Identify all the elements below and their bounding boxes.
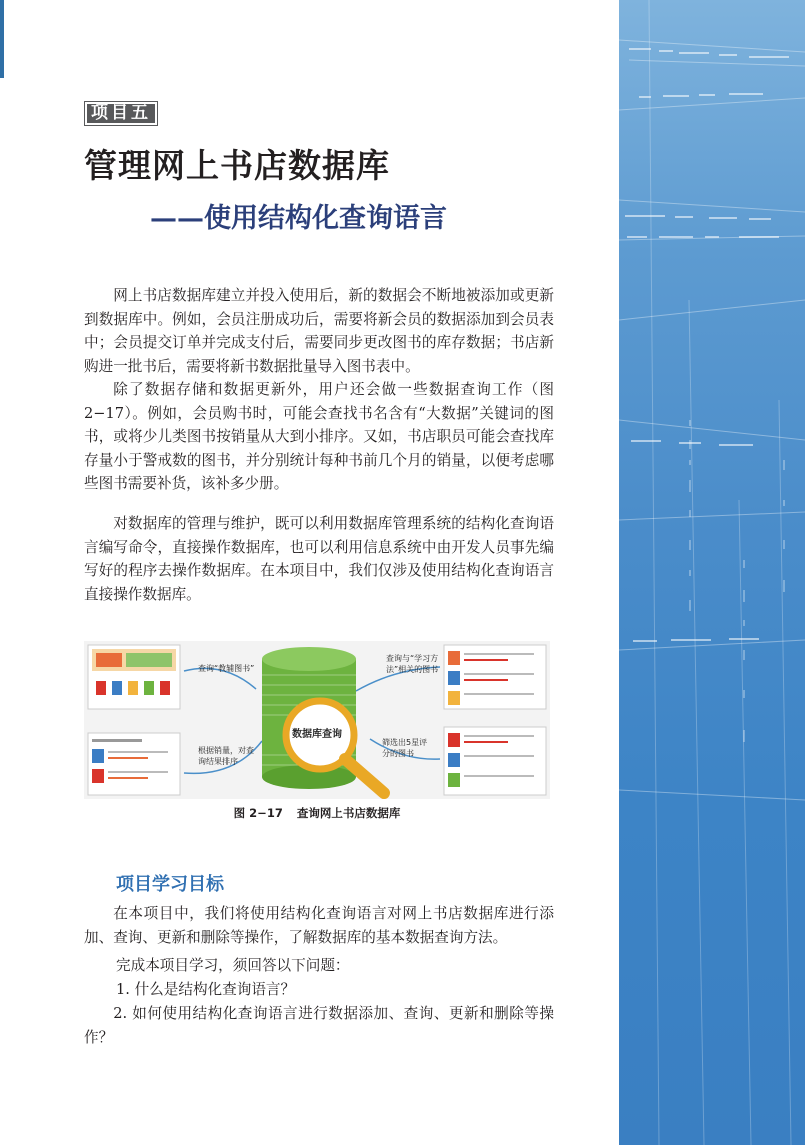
figure-caption-number: 图 2−17 [233,806,283,820]
figure-center-label: 数据库查询 [292,729,342,740]
page-title: 管理网上书店数据库 [84,146,390,185]
callout-study-method-books: 查询与“学习方法”相关的图书 [386,654,439,674]
project-badge: 项目五 [84,101,158,126]
screenshot-thumbnail-bottom-right [444,727,546,795]
questions-intro: 完成本项目学习，须回答以下问题： [116,957,350,974]
screenshot-thumbnail-top-right [444,645,546,709]
figure-illustration [84,641,550,799]
question-item: 1. 什么是结构化查询语言？ [116,981,296,998]
question-item: 2. 如何使用结构化查询语言进行数据添加、查询、更新和删除等操作？ [84,1005,554,1046]
callout-five-star-books: 筛选出5星评分的图书 [382,738,428,758]
screenshot-thumbnail-top-left [88,645,180,709]
figure-caption-text: 查询网上书店数据库 [296,806,401,820]
section-heading: 项目学习目标 [116,874,224,895]
intro-paragraph-3: 对数据库的管理与维护，既可以利用数据库管理系统的结构化查询语言编写命令，直接操作数据库，也可以利用信息系统中由开发人员事先编写好的程序去操作数据库。在本项目中，我们仅涉及使用结构化查询语言直接操作数据库。 [84,515,554,603]
decorative-side-band [619,0,805,1145]
page-edge-marker [0,0,4,78]
intro-paragraph-2: 除了数据存储和数据更新外，用户还会做一些数据查询工作（图 2−17）。例如，会员购书时，可能会查找书名含有“大数据”关键词的图书，或将少儿类图书按销量从大到小排序。又如，书店职员可能会查找库存量小于警戒数的图书，并分别统计每种书前几个月的销量，以便考虑哪些图书需要补货，该补多少册。 [84,381,554,492]
page-subtitle: ——使用结构化查询语言 [150,203,447,234]
screenshot-thumbnail-bottom-left [88,733,180,795]
callout-teaching-books: 查询“教辅图书” [198,664,255,673]
database-query-figure [84,641,550,799]
callout-sort-by-sales: 根据销量，对查询结果排序 [198,746,254,766]
figure-caption [0,805,634,821]
intro-paragraph-1: 网上书店数据库建立并投入使用后，新的数据会不断地被添加或更新到数据库中。例如，会员注册成功后，需要将新会员的数据添加到会员表中；会员提交订单并完成支付后，需要同步更改图书的库存数据；书店新购进一批书后，需要将新书数据批量导入图书表中。 [84,287,554,375]
section-paragraph: 在本项目中，我们将使用结构化查询语言对网上书店数据库进行添加、查询、更新和删除等操作，了解数据库的基本数据查询方法。 [84,905,554,946]
